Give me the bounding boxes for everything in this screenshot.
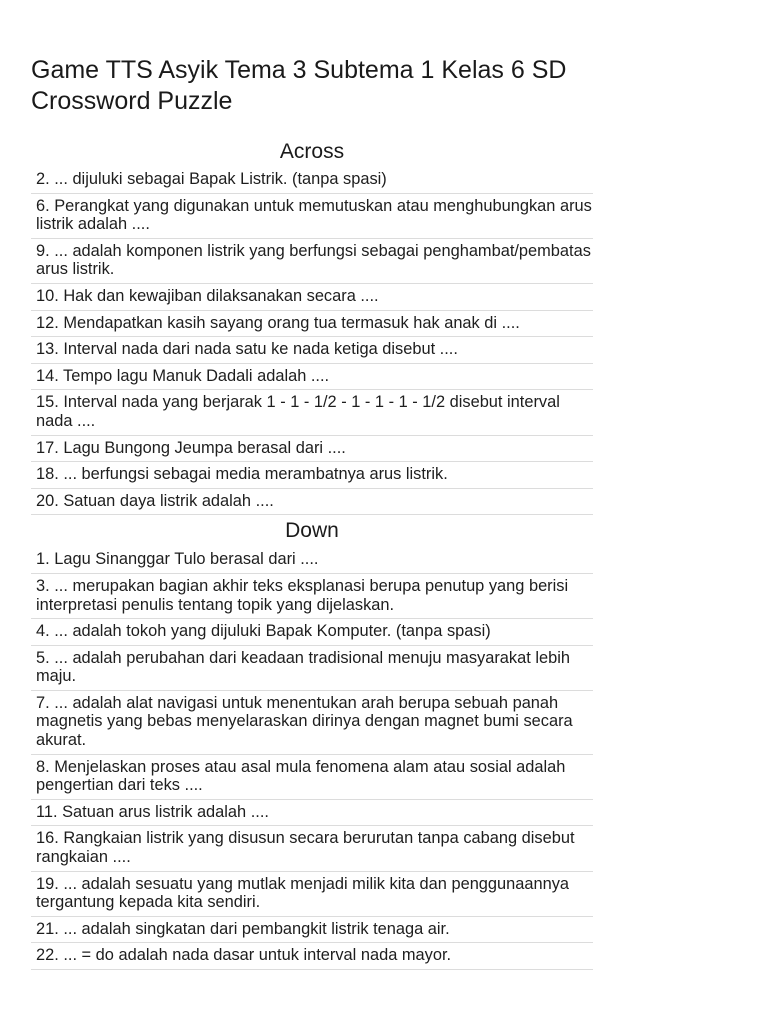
down-clue: 1. Lagu Sinanggar Tulo berasal dari .... <box>31 547 593 574</box>
down-clue: 8. Menjelaskan proses atau asal mula fenomena alam atau sosial adalah pengertian dari teks .... <box>31 755 593 800</box>
across-clue: 12. Mendapatkan kasih sayang orang tua termasuk hak anak di .... <box>31 311 593 338</box>
title-line-2: Crossword Puzzle <box>31 87 233 115</box>
across-clue: 15. Interval nada yang berjarak 1 - 1 - 1/2 - 1 - 1 - 1 - 1/2 disebut interval nada .... <box>31 390 593 435</box>
across-clue: 6. Perangkat yang digunakan untuk memutuskan atau menghubungkan arus listrik adalah .... <box>31 194 593 239</box>
document-page <box>31 0 593 970</box>
across-heading: Across <box>279 140 345 163</box>
down-clue: 7. ... adalah alat navigasi untuk menentukan arah berupa sebuah panah magnetis yang bebas menyelaraskan dirinya dengan magnet bumi secara akurat. <box>31 691 593 755</box>
across-clue: 17. Lagu Bungong Jeumpa berasal dari .... <box>31 436 593 463</box>
across-clue: 14. Tempo lagu Manuk Dadali adalah .... <box>31 364 593 391</box>
title-line-1: Game TTS Asyik Tema 3 Subtema 1 Kelas 6 SD <box>31 56 567 84</box>
down-clue: 11. Satuan arus listrik adalah .... <box>31 800 593 827</box>
down-clue-list <box>31 547 593 970</box>
down-clue: 3. ... merupakan bagian akhir teks eksplanasi berupa penutup yang berisi interpretasi penulis tentang topik yang dijelaskan. <box>31 574 593 619</box>
across-clue-list <box>31 167 593 515</box>
page-title <box>31 0 593 117</box>
across-clue: 18. ... berfungsi sebagai media merambatnya arus listrik. <box>31 462 593 489</box>
down-clue: 22. ... = do adalah nada dasar untuk interval nada mayor. <box>31 943 593 970</box>
down-clue: 4. ... adalah tokoh yang dijuluki Bapak Komputer. (tanpa spasi) <box>31 619 593 646</box>
down-heading: Down <box>285 519 339 543</box>
across-clue: 20. Satuan daya listrik adalah .... <box>31 489 593 516</box>
across-clue: 2. ... dijuluki sebagai Bapak Listrik. (tanpa spasi) <box>31 167 593 194</box>
down-clue: 16. Rangkaian listrik yang disusun secara berurutan tanpa cabang disebut rangkaian .... <box>31 826 593 871</box>
across-clue: 10. Hak dan kewajiban dilaksanakan secara .... <box>31 284 593 311</box>
down-clue: 21. ... adalah singkatan dari pembangkit listrik tenaga air. <box>31 917 593 944</box>
across-clue: 13. Interval nada dari nada satu ke nada ketiga disebut .... <box>31 337 593 364</box>
across-clue: 9. ... adalah komponen listrik yang berfungsi sebagai penghambat/pembatas arus listrik. <box>31 239 593 284</box>
down-clue: 19. ... adalah sesuatu yang mutlak menjadi milik kita dan penggunaannya tergantung kepada kita sendiri. <box>31 872 593 917</box>
down-clue: 5. ... adalah perubahan dari keadaan tradisional menuju masyarakat lebih maju. <box>31 646 593 691</box>
